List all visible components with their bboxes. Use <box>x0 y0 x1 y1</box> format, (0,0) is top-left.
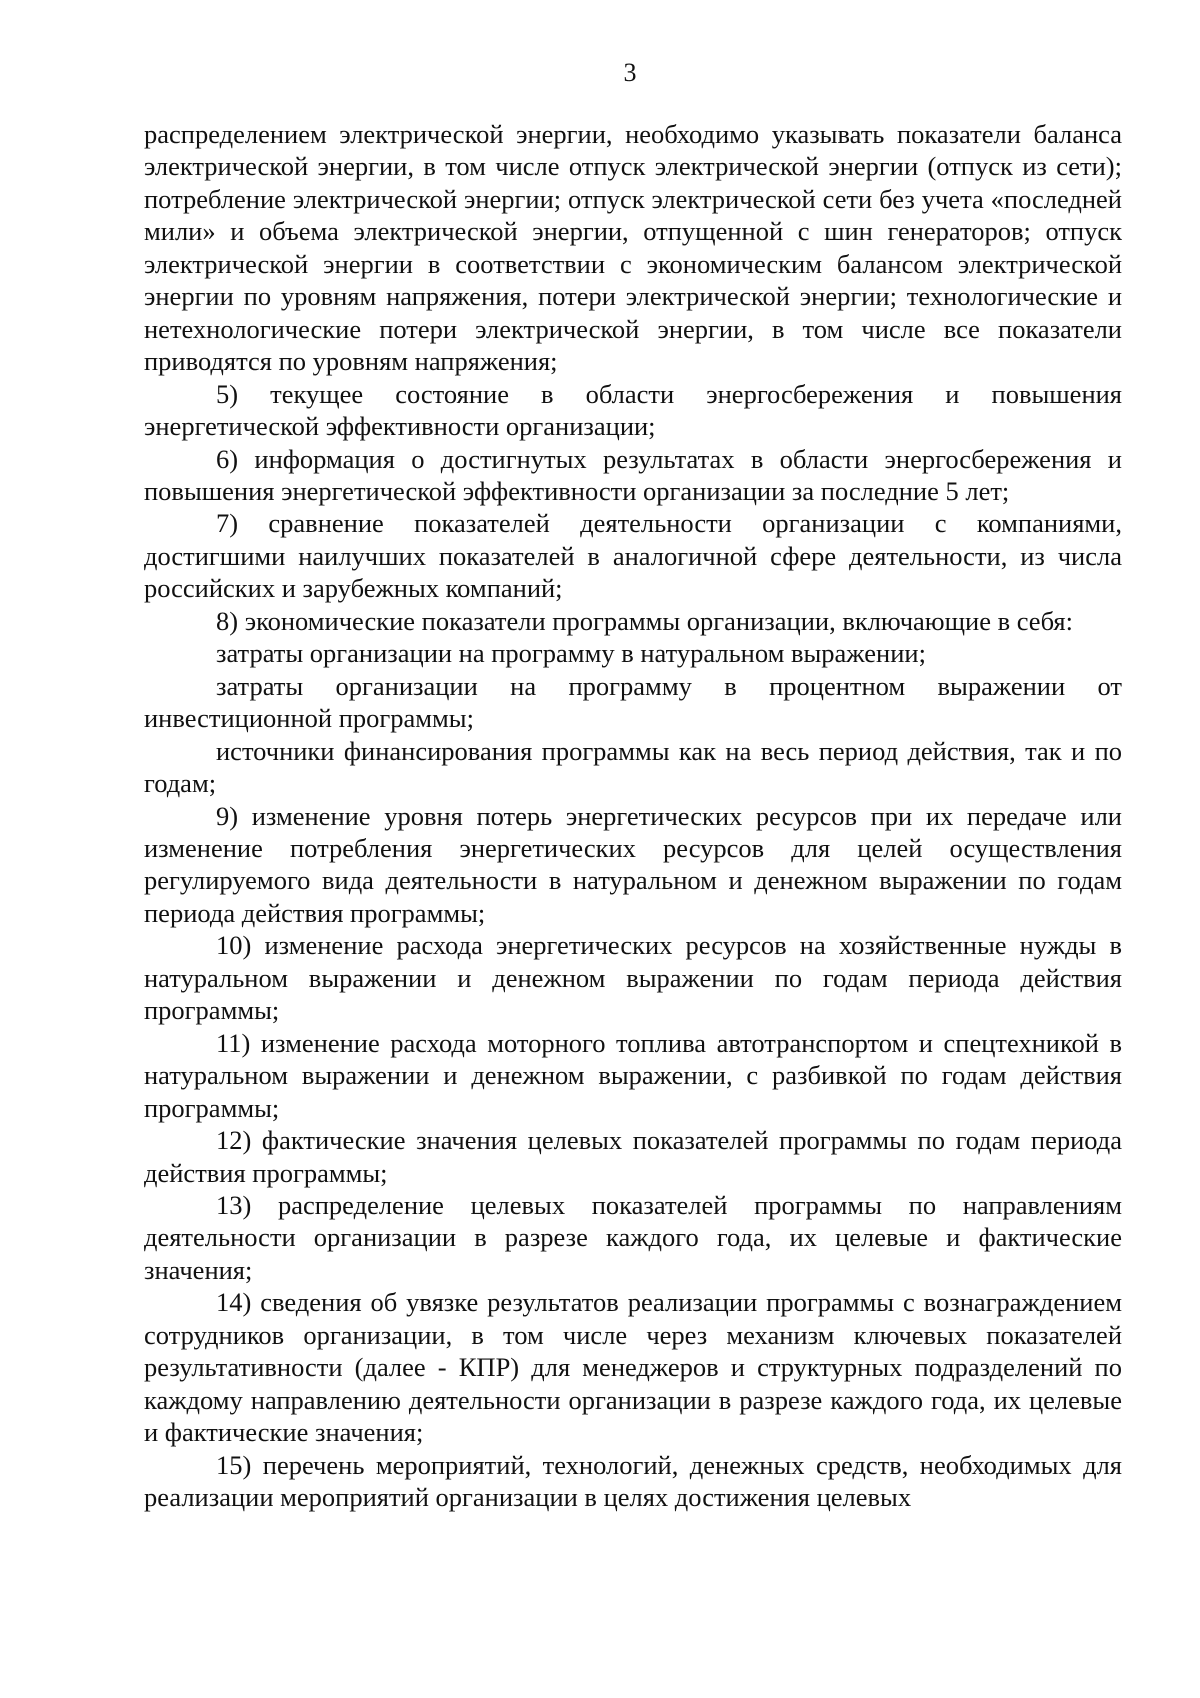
paragraph-item-14: 14) сведения об увязке результатов реализации программы с вознаграждением сотрудников организации, в том числе через механизм ключевых показателей результативности (далее - КПР) для менеджеров и структурных подразделений по каждому направлению деятельности организации в разрезе каждого года, их целевые и фактические значения; <box>144 1287 1122 1448</box>
paragraph-item-8-costs-natural: затраты организации на программу в натуральном выражении; <box>216 638 926 669</box>
paragraph-item-8-costs-percent: затраты организации на программу в процентном выражении от инвестиционной программы; <box>144 670 1122 734</box>
paragraph-item-10: 10) изменение расхода энергетических ресурсов на хозяйственные нужды в натуральном выражении и денежном выражении по годам периода действия программы; <box>144 930 1122 1026</box>
paragraph-balance-continuation: распределением электрической энергии, необходимо указывать показатели баланса электрической энергии, в том числе отпуск электрической энергии (отпуск из сети); потребление электрической энергии; отпуск электрической сети без учета «последней мили» и объема электрической энергии, отпущенной с шин генераторов; отпуск электрической энергии в соответствии с экономическим балансом электрической энергии по уровням напряжения, потери электрической энергии; технологические и нетехнологические потери электрической энергии, в том числе все показатели приводятся по уровням напряжения; <box>144 119 1122 377</box>
paragraph-item-8-funding-sources: источники финансирования программы как на весь период действия, так и по годам; <box>144 735 1122 799</box>
document-body <box>144 118 1122 1513</box>
paragraph-item-13: 13) распределение целевых показателей программы по направлениям деятельности организации в разрезе каждого года, их целевые и фактические значения; <box>144 1189 1122 1285</box>
paragraph-item-11: 11) изменение расхода моторного топлива автотранспортом и спецтехникой в натуральном выражении и денежном выражении, с разбивкой по годам действия программы; <box>144 1027 1122 1123</box>
paragraph-item-9: 9) изменение уровня потерь энергетических ресурсов при их передаче или изменение потребления энергетических ресурсов для целей осуществления регулируемого вида деятельности в натуральном и денежном выражении по годам периода действия программы; <box>144 800 1122 928</box>
paragraph-item-15: 15) перечень мероприятий, технологий, денежных средств, необходимых для реализации мероприятий организации в целях достижения целевых <box>144 1449 1122 1513</box>
paragraph-item-12: 12) фактические значения целевых показателей программы по годам периода действия программы; <box>144 1125 1122 1188</box>
paragraph-item-5: 5) текущее состояние в области энергосбережения и повышения энергетической эффективности организации; <box>144 378 1122 442</box>
paragraph-item-7: 7) сравнение показателей деятельности организации с компаниями, достигшими наилучших показателей в аналогичной сфере деятельности, из числа российских и зарубежных компаний; <box>144 508 1122 604</box>
page-number: 3 <box>623 58 637 87</box>
paragraph-item-8: 8) экономические показатели программы организации, включающие в себя: <box>216 605 1073 636</box>
paragraph-item-6: 6) информация о достигнутых результатах в области энергосбережения и повышения энергетической эффективности организации за последние 5 лет; <box>144 443 1122 506</box>
